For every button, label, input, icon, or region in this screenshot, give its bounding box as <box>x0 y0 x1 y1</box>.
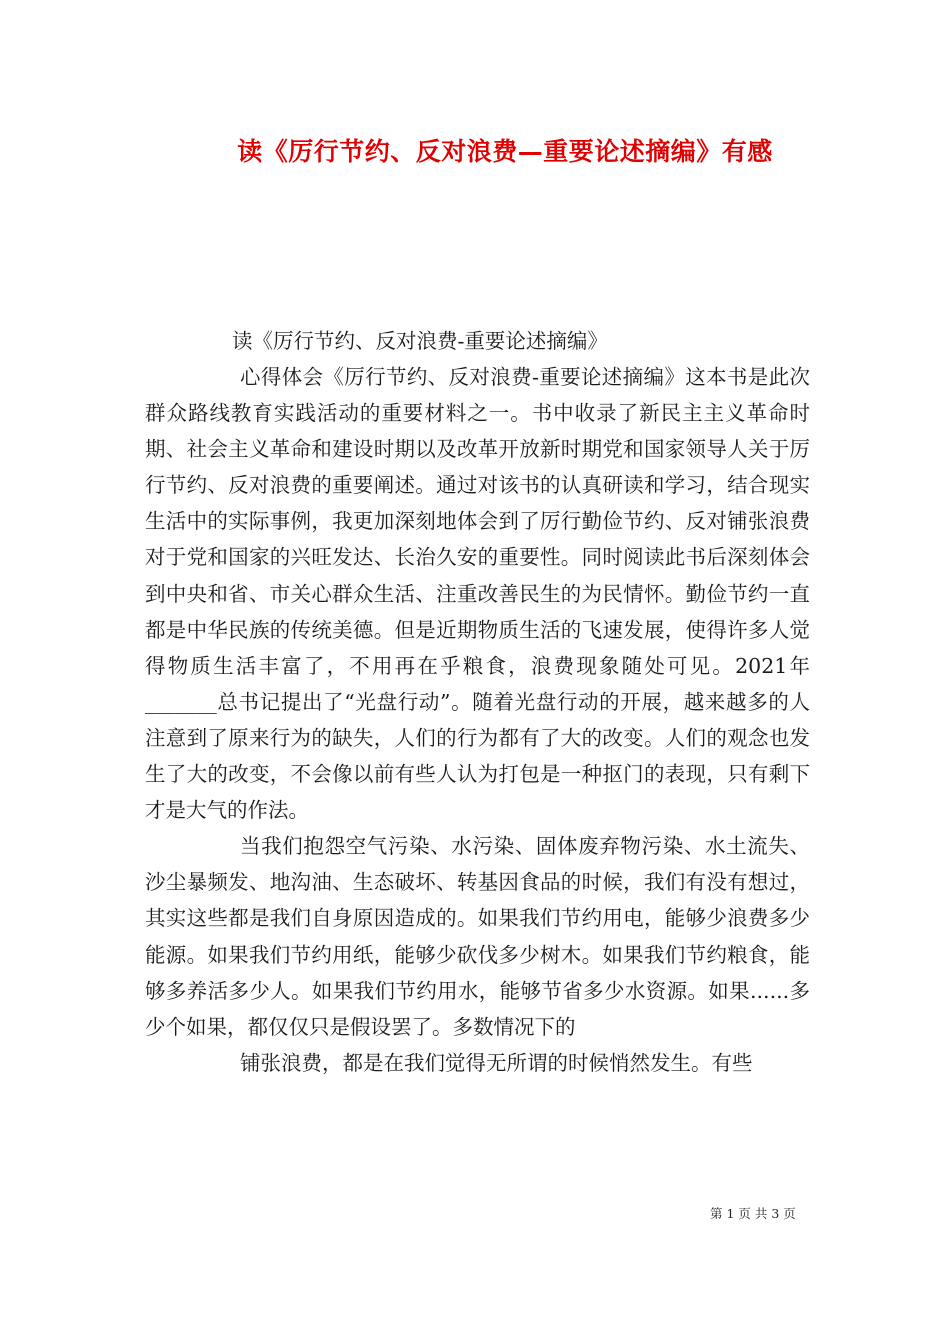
document-title: 读《厉行节约、反对浪费—重要论述摘编》有感 <box>237 137 773 166</box>
body-paragraph-1: 心得体会《厉行节约、反对浪费-重要论述摘编》这本书是此次群众路线教育实践活动的重要材料之一。书中收录了新民主主义革命时期、社会主义革命和建设时期以及改革开放新时期党和国家领导人关于厉行节约、反对浪费的重要阐述。通过对该书的认真研读和学习，结合现实生活中的实际事例，我更加深刻地体会到了厉行勤俭节约、反对铺张浪费对于党和国家的兴旺发达、长治久安的重要性。同时阅读此书后深刻体会到中央和省、市关心群众生活、注重改善民生的为民情怀。勤俭节约一直都是中华民族的传统美德。但是近期物质生活的飞速发展，使得许多人觉得物质生活丰富了，不用再在乎粮食，浪费现象随处可见。2021年_______总书记提出了“光盘行动”。随着光盘行动的开展，越来越多的人注意到了原来行为的缺失，人们的行为都有了大的改变。人们的观念也发生了大的改变，不会像以前有些人认为打包是一种抠门的表现，只有剩下才是大气的作法。 <box>145 365 810 823</box>
document-subtitle: 读《厉行节约、反对浪费-重要论述摘编》 <box>232 329 608 353</box>
document-body <box>145 359 810 1081</box>
body-paragraph-2: 当我们抱怨空气污染、水污染、固体废弃物污染、水土流失、沙尘暴频发、地沟油、生态破坏、转基因食品的时候，我们有没有想过，其实这些都是我们自身原因造成的。如果我们节约用电，能够少浪费多少能源。如果我们节约用纸，能够少砍伐多少树木。如果我们节约粮食，能够多养活多少人。如果我们节约用水，能够节省多少水资源。如果......多少个如果，都仅仅只是假设罢了。多数情况下的 <box>145 834 810 1039</box>
page-number-footer: 第 1 页 共 3 页 <box>710 1206 796 1221</box>
body-paragraph-3: 铺张浪费，都是在我们觉得无所谓的时候悄然发生。有些 <box>240 1050 753 1075</box>
